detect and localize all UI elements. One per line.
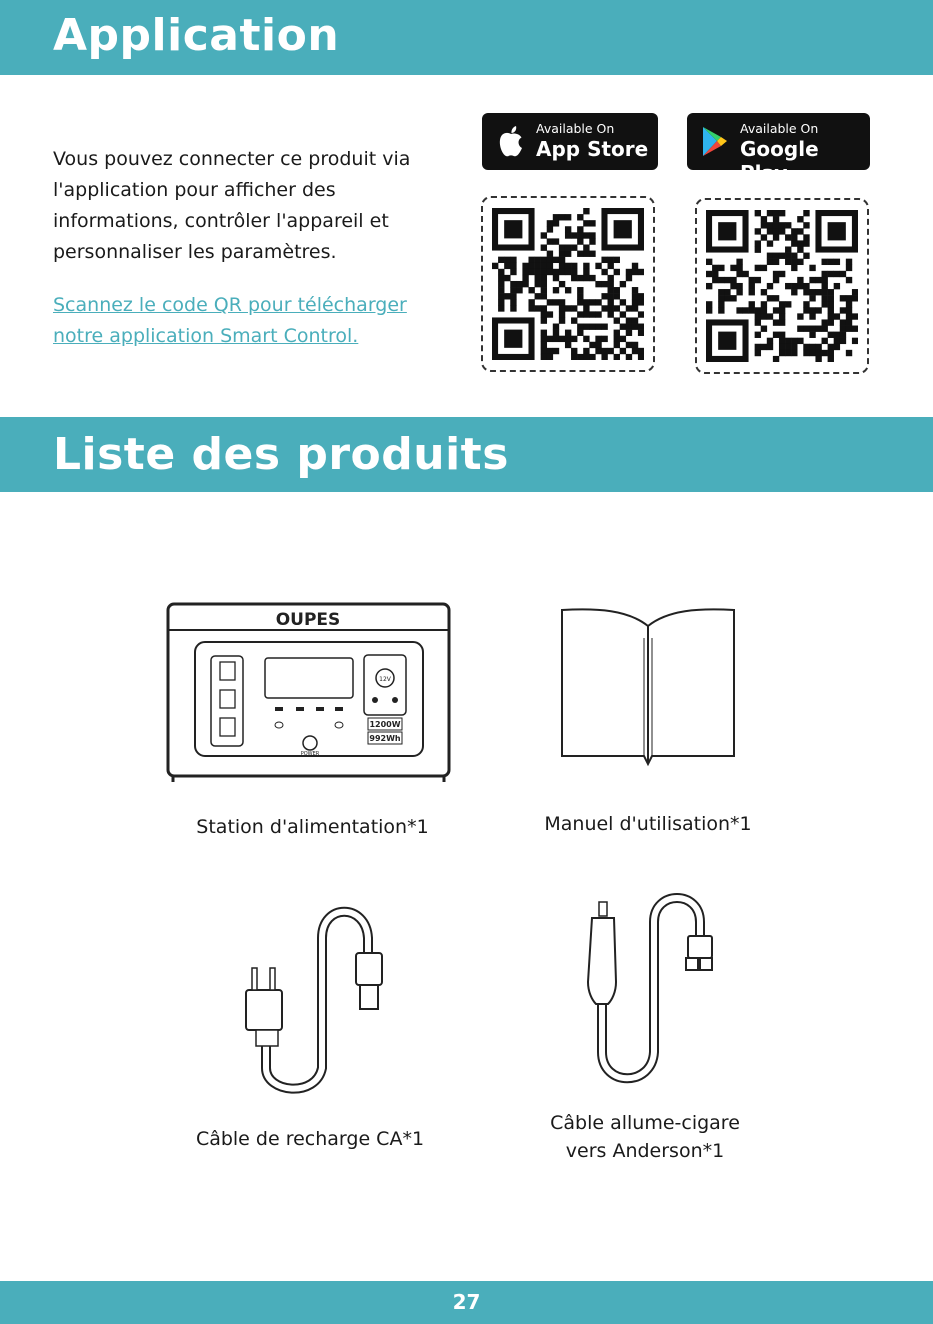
caption-ac-cable: Câble de recharge CA*1 bbox=[195, 1128, 425, 1150]
footer-bar bbox=[0, 1281, 933, 1324]
app-store-label: App Store bbox=[536, 137, 649, 161]
google-play-label: Google Play bbox=[740, 137, 819, 185]
products-header-bar bbox=[0, 417, 933, 492]
caption-car-cable-line2: vers Anderson*1 bbox=[565, 1140, 725, 1162]
products-title: Liste des produits bbox=[53, 429, 509, 480]
caption-manual: Manuel d'utilisation*1 bbox=[544, 813, 752, 835]
google-play-badge[interactable] bbox=[687, 113, 870, 185]
station-rating-wh: 992Wh bbox=[369, 734, 401, 743]
ac-cable-illustration bbox=[236, 898, 386, 1098]
caption-station: Station d'alimentation*1 bbox=[196, 816, 429, 838]
power-station-illustration bbox=[165, 600, 452, 782]
application-header-bar bbox=[0, 0, 933, 75]
apple-icon bbox=[496, 124, 526, 158]
qr-frame-google-play bbox=[695, 198, 869, 374]
google-play-small-label: Available On bbox=[740, 121, 819, 136]
caption-car-cable-line1: Câble allume-cigare bbox=[550, 1112, 740, 1134]
app-intro-text: Vous pouvez connecter ce produit via l'application pour afficher des informations, contrôler l'appareil et personnaliser les paramètres. bbox=[53, 148, 411, 263]
car-cable-illustration bbox=[578, 892, 718, 1088]
app-store-small-label: Available On bbox=[536, 121, 615, 136]
station-power-label: POWER bbox=[300, 751, 320, 757]
google-play-icon bbox=[700, 125, 730, 159]
qr-code-app-store[interactable] bbox=[492, 208, 644, 360]
app-store-badge[interactable] bbox=[482, 113, 658, 170]
station-brand: OUPES bbox=[275, 610, 341, 630]
qr-code-google-play[interactable] bbox=[706, 210, 858, 362]
scan-qr-link[interactable]: Scannez le code QR pour télécharger notre application Smart Control. bbox=[53, 294, 407, 347]
page-number: 27 bbox=[452, 1290, 481, 1314]
manual-illustration bbox=[558, 604, 738, 768]
station-dc-label: 12V bbox=[379, 676, 391, 683]
station-rating-watts: 1200W bbox=[369, 720, 401, 729]
caption-car-cable bbox=[520, 1109, 770, 1165]
qr-frame-app-store bbox=[481, 196, 655, 372]
application-title: Application bbox=[53, 10, 340, 61]
